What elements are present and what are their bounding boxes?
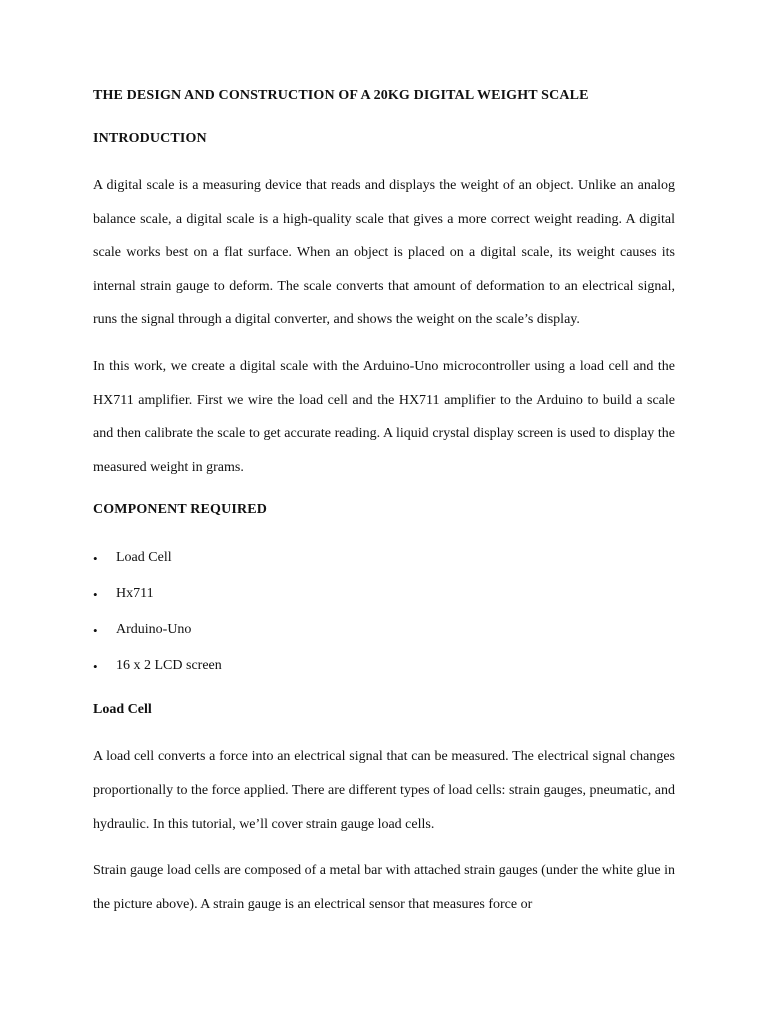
bullet-icon: •	[93, 550, 98, 566]
component-label: Load Cell	[116, 550, 172, 566]
component-label: Hx711	[116, 586, 154, 602]
component-label: 16 x 2 LCD screen	[116, 658, 222, 674]
document-title: THE DESIGN AND CONSTRUCTION OF A 20KG DIGITAL WEIGHT SCALE	[93, 88, 589, 103]
bullet-icon: •	[93, 622, 98, 638]
list-item	[93, 540, 675, 576]
load-cell-heading: Load Cell	[93, 702, 152, 718]
components-heading: COMPONENT REQUIRED	[93, 502, 267, 518]
load-cell-paragraph-2: Strain gauge load cells are composed of a metal bar with attached strain gauges (under the white glue in the picture above). A strain gauge is an electrical sensor that measures force or	[93, 863, 675, 912]
introduction-heading: INTRODUCTION	[93, 131, 207, 146]
list-item	[93, 612, 675, 648]
introduction-paragraph-1: A digital scale is a measuring device that reads and displays the weight of an object. Unlike an analog balance scale, a digital scale is a high-quality scale that gives a more correct weight reading. A digital scale works best on a flat surface. When an object is placed on a digital scale, its weight causes its internal strain gauge to deform. The scale converts that amount of deformation to an electrical signal, runs the signal through a digital converter, and shows the weight on the scale’s display.	[93, 178, 675, 328]
components-list	[93, 540, 675, 684]
list-item	[93, 576, 675, 612]
component-label: Arduino-Uno	[116, 622, 192, 638]
bullet-icon: •	[93, 586, 98, 602]
introduction-paragraph-2: In this work, we create a digital scale with the Arduino-Uno microcontroller using a load cell and the HX711 amplifier. First we wire the load cell and the HX711 amplifier to the Arduino to build a scale and then calibrate the scale to get accurate reading. A liquid crystal display screen is used to display the measured weight in grams.	[93, 358, 675, 475]
list-item	[93, 648, 675, 684]
load-cell-paragraph-1: A load cell converts a force into an electrical signal that can be measured. The electrical signal changes proportionally to the force applied. There are different types of load cells: strain gauges, pneumatic, and hydraulic. In this tutorial, we’ll cover strain gauge load cells.	[93, 749, 675, 832]
bullet-icon: •	[93, 658, 98, 674]
